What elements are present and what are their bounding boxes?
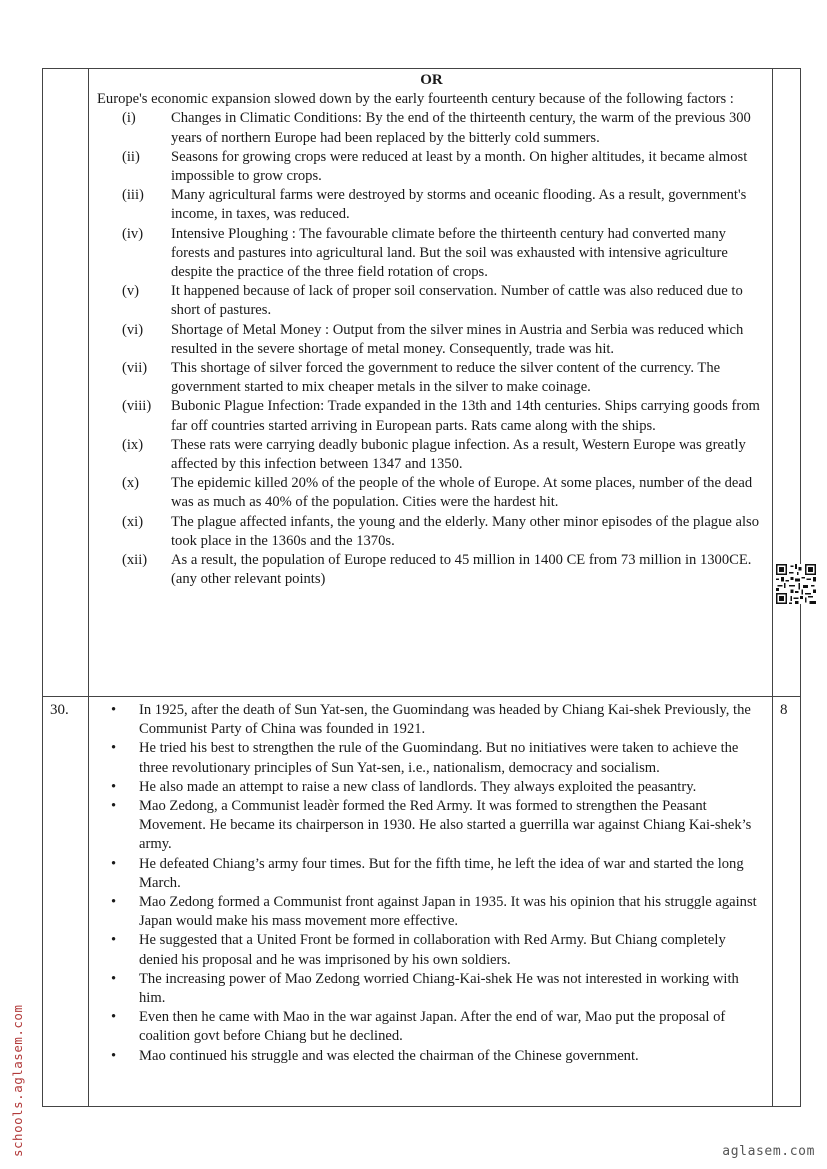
list-item-text: This shortage of silver forced the government to reduce the silver content of the currency. The government started to mix cheaper metals in the silver to make coinage. xyxy=(171,360,721,396)
list-item-text: Mao Zedong, a Communist leadèr formed the Red Army. It was formed to strengthen the Peasant Movement. He became its chairperson in 1930. He also started a guerrilla war against Chiang Kai-shek’s army. xyxy=(139,798,752,853)
list-item xyxy=(97,739,766,777)
list-item-text: He suggested that a United Front be formed in collaboration with Red Army. But Chiang completely denied his proposal and he was imprisoned by his own soldiers. xyxy=(139,932,726,968)
list-item xyxy=(97,282,766,320)
list-item xyxy=(97,225,766,283)
answer-cell xyxy=(89,697,773,1107)
list-item-text: Many agricultural farms were destroyed by storms and oceanic flooding. As a result, government's income, in taxes, was reduced. xyxy=(171,187,747,223)
list-item xyxy=(97,1008,766,1046)
bullet-icon: • xyxy=(111,740,117,757)
list-item xyxy=(97,778,766,797)
list-item xyxy=(97,855,766,893)
list-item-text: Shortage of Metal Money : Output from the silver mines in Austria and Serbia was reduced which resulted in the severe shortage of metal money. Consequently, trade was hit. xyxy=(171,321,744,357)
list-item xyxy=(97,436,766,474)
list-item-label: (ix) xyxy=(122,436,144,453)
bullet-icon: • xyxy=(111,894,117,911)
list-item-text: Mao continued his struggle and was elected the chairman of the Chinese government. xyxy=(139,1047,639,1064)
bullet-icon: • xyxy=(111,970,117,987)
bullet-icon: • xyxy=(111,855,117,872)
list-item-label: (vii) xyxy=(122,360,148,377)
bullet-icon: • xyxy=(111,1047,117,1064)
list-item xyxy=(97,474,766,512)
list-item-text: The epidemic killed 20% of the people of the whole of Europe. At some places, number of the dead was as much as 40% of the population. Cities were the hardest hit. xyxy=(171,475,753,511)
list-item xyxy=(97,513,766,551)
list-item xyxy=(97,970,766,1008)
qr-code-icon xyxy=(776,564,816,604)
bullet-icon: • xyxy=(111,778,117,795)
list-item-label: (iv) xyxy=(122,225,144,242)
list-item-label: (ii) xyxy=(122,148,140,165)
list-item-text: Changes in Climatic Conditions: By the end of the thirteenth century, the warm of the previous 300 years of northern Europe had been replaced by the bitterly cold summers. xyxy=(171,110,751,146)
list-item-label: (xi) xyxy=(122,513,144,530)
list-item-text: As a result, the population of Europe reduced to 45 million in 1400 CE from 73 million in 1300CE. xyxy=(171,552,752,569)
list-item-text: It happened because of lack of proper soil conservation. Number of cattle was also reduced due to short of pastures. xyxy=(171,283,743,319)
list-item-text: In 1925, after the death of Sun Yat-sen, the Guomindang was headed by Chiang Kai-shek Previously, the Communist Party of China was founded in 1921. xyxy=(139,702,751,738)
list-item xyxy=(97,186,766,224)
list-item-text: He also made an attempt to raise a new class of landlords. They always exploited the peasantry. xyxy=(139,778,697,795)
list-item xyxy=(97,109,766,147)
side-watermark: schools.aglasem.com xyxy=(10,1004,25,1157)
list-item xyxy=(97,321,766,359)
intro-text: Europe's economic expansion slowed down by the early fourteenth century because of the following factors : xyxy=(97,91,734,108)
list-item-label: (v) xyxy=(122,283,140,300)
list-item-label: (x) xyxy=(122,475,140,492)
answer-cell xyxy=(89,69,773,697)
question-number: 30. xyxy=(43,697,89,1107)
bullet-icon: • xyxy=(111,798,117,815)
tail-note: (any other relevant points) xyxy=(171,571,326,588)
list-item xyxy=(97,797,766,855)
list-item-text: Bubonic Plague Infection: Trade expanded in the 13th and 14th centuries. Ships carrying goods from far off countries started arriving in European parts. Rats came along with the ships. xyxy=(171,398,760,434)
list-item xyxy=(97,148,766,186)
bullet-icon: • xyxy=(111,702,117,718)
bullet-icon: • xyxy=(111,932,117,949)
or-heading: OR xyxy=(420,72,443,88)
list-item xyxy=(97,1047,766,1066)
list-item xyxy=(97,397,766,435)
factor-list xyxy=(97,109,766,570)
answer-table xyxy=(42,68,801,1107)
list-item-label: (vi) xyxy=(122,321,144,338)
marks-value: 8 xyxy=(773,697,801,1107)
table-row xyxy=(43,69,801,697)
bullet-list xyxy=(97,701,766,1066)
question-number-cell xyxy=(43,69,89,697)
footer-watermark: aglasem.com xyxy=(722,1144,815,1159)
list-item-text: Mao Zedong formed a Communist front against Japan in 1935. It was his opinion that his struggle against Japan would make his mass movement more effective. xyxy=(139,894,757,930)
list-item-text: He defeated Chiang’s army four times. But for the fifth time, he left the idea of war and started the long March. xyxy=(139,855,744,891)
table-row xyxy=(43,697,801,1107)
list-item-text: The plague affected infants, the young and the elderly. Many other minor episodes of the plague also took place in the 1360s and the 1370s. xyxy=(171,513,760,549)
list-item xyxy=(97,893,766,931)
bullet-icon: • xyxy=(111,1009,117,1026)
list-item xyxy=(97,701,766,739)
list-item-text: He tried his best to strengthen the rule of the Guomindang. But no initiatives were taken to achieve the three revolutionary principles of Sun Yat-sen, i.e., nationalism, democracy and socialism. xyxy=(139,740,739,776)
list-item-label: (xii) xyxy=(122,552,148,569)
list-item xyxy=(97,551,766,570)
list-item-text: Intensive Ploughing : The favourable climate before the thirteenth century had converted many forests and pastures into agricultural land. But the soil was exhausted with intensive agriculture despite the practice of the three field rotation of crops. xyxy=(171,225,728,281)
list-item-text: The increasing power of Mao Zedong worried Chiang-Kai-shek He was not interested in working with him. xyxy=(139,970,739,1007)
list-item-text: These rats were carrying deadly bubonic plague infection. As a result, Western Europe was greatly affected by this infection between 1347 and 1350. xyxy=(171,436,746,473)
list-item-text: Seasons for growing crops were reduced at least by a month. On higher altitudes, it became almost impossible to grow crops. xyxy=(171,148,748,185)
list-item-label: (i) xyxy=(122,110,136,127)
list-item-label: (iii) xyxy=(122,187,144,204)
list-item xyxy=(97,359,766,397)
list-item xyxy=(97,931,766,969)
list-item-text: Even then he came with Mao in the war against Japan. After the end of war, Mao put the proposal of coalition govt before Chiang but he declined. xyxy=(139,1009,726,1045)
list-item-label: (viii) xyxy=(122,398,152,415)
